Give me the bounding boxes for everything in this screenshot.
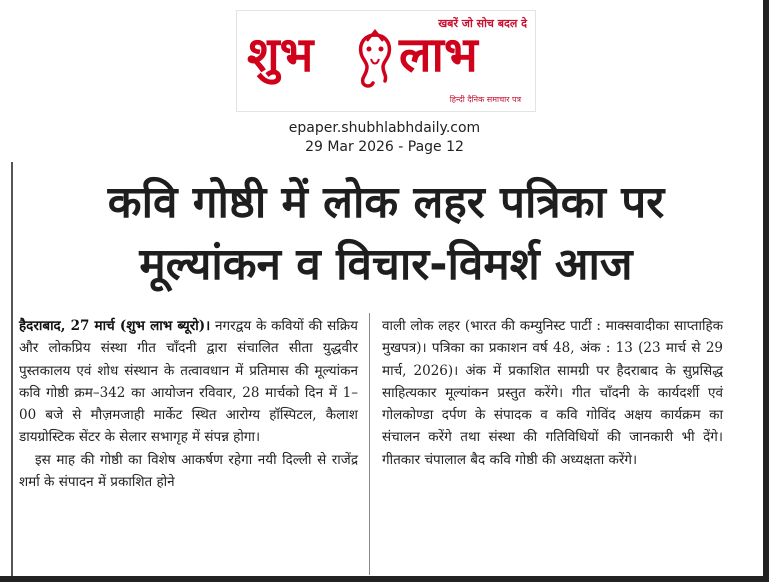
headline-line-2: मूल्यांकन व विचार-विमर्श आज — [139, 239, 633, 290]
masthead-tagline: खबरें जो सोच बदल दे — [438, 17, 527, 30]
masthead-name-right: लाभ — [399, 27, 478, 83]
newspaper-masthead — [236, 10, 536, 112]
article-column-1 — [19, 315, 358, 493]
masthead-name-left: शुभ — [247, 27, 314, 83]
left-margin-rule — [11, 162, 13, 576]
date-page-line: 29 Mar 2026 - Page 12 — [305, 139, 464, 155]
article-dateline: हैदराबाद, 27 मार्च (शुभ लाभ ब्यूरो)। — [19, 318, 211, 334]
article-paragraph-1-text: नगरद्वय के कवियों की सक्रिय और लोकप्रिय संस्था गीत चाँदनी द्वारा संचालित सीता युद्धवीर पुस्तकालय एवं शोध संस्थान के तत्वावधान में प्रतिमास की मूल्यांकन कवि गोष्ठी क्रम–342 का आयोजन रविवार, 28 मार्चको दिन में 1–00 बजे से मौज़मजाही मार्केट स्थित आरोग्य हॉस्पिटल, कैलाश डायग्रोस्टिक सेंटर के सेलार सभागृह में संपन्न होगा। — [19, 318, 358, 446]
ganesha-emblem-icon — [349, 29, 401, 91]
article-paragraph-3: वाली लोक लहर (भारत की कम्युनिस्ट पार्टी : माक्सवादीका साप्ताहिक मुखपत्र)। पत्रिका का प्रकाशन वर्ष 48, अंक : 13 (23 मार्च से 29 मार्च, 2026)। अंक में प्रकाशित सामग्री पर हैदराबाद के सुप्रसिद्ध साहित्यकार मूल्यांकन प्रस्तुत करेंगे। गीत चाँदनी के कार्यदर्शी एवं गोलकोण्डा दर्पण के संपादक व कवि गोविंद अक्षय कार्यक्रम का संचालन करेंगे तथा संस्था की गतिविधियों की जानकारी भी देंगे। गीतकार चंपालाल बैद कवि गोष्ठी की अध्यक्षता करेंगे। — [382, 318, 723, 468]
masthead-subline: हिन्दी दैनिक समाचार पत्र — [449, 95, 521, 104]
epaper-site: epaper.shubhlabhdaily.com — [288, 120, 481, 136]
article-paragraph-1 — [19, 315, 358, 449]
headline-line-1: कवि गोष्ठी में लोक लहर पत्रिका पर — [107, 177, 665, 228]
article-column-2 — [382, 315, 723, 471]
column-divider — [369, 313, 370, 575]
article-paragraph-2: इस माह की गोष्ठी का विशेष आकर्षण रहेगा नयी दिल्ली से राजेंद्र शर्मा के संपादन में प्रकाशित होने — [19, 451, 358, 491]
